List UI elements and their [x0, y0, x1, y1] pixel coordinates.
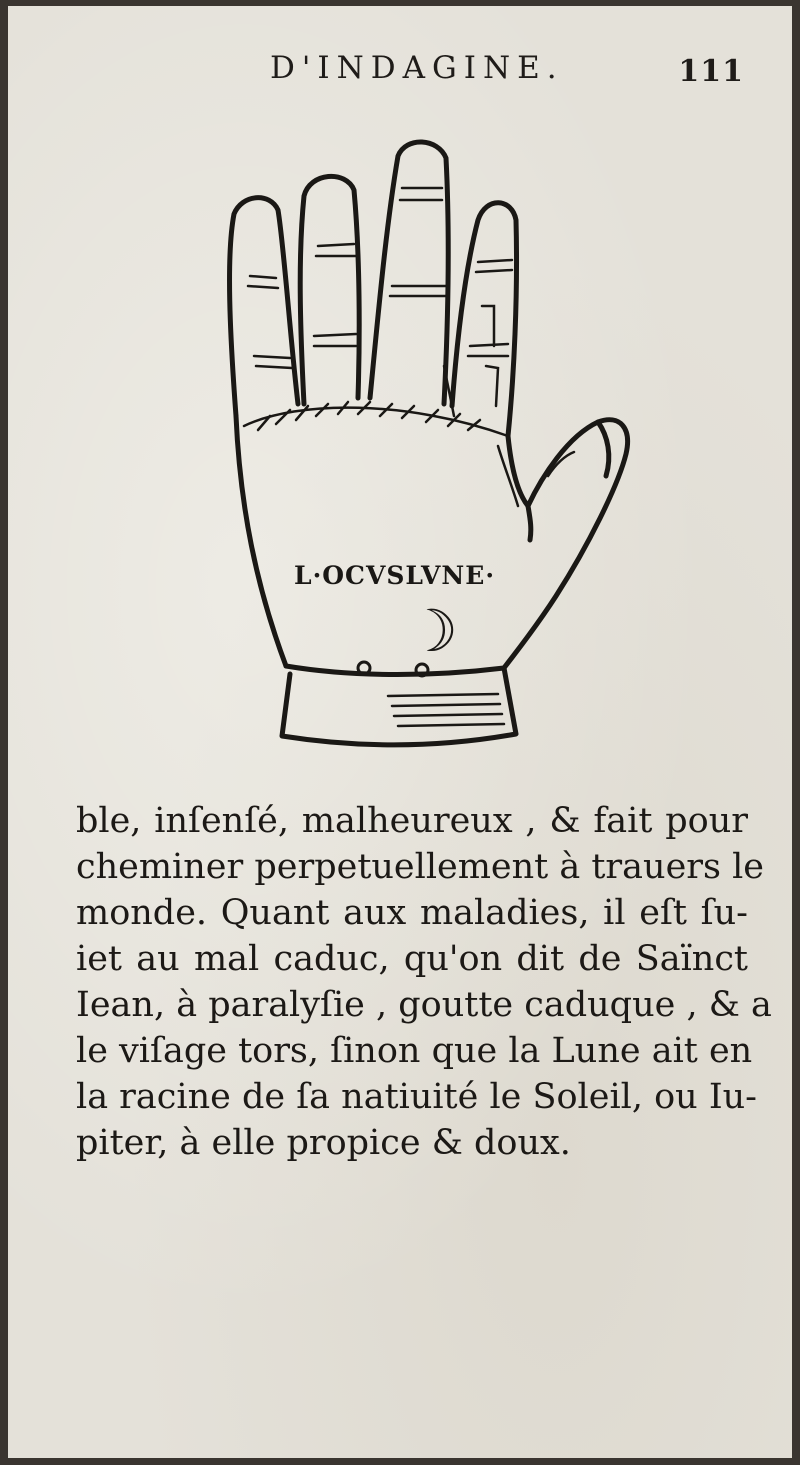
moon-symbol: ☽	[406, 597, 458, 665]
text-line: Iean, à paralyſie , goutte caduque , & a	[76, 985, 772, 1025]
body-text	[76, 798, 772, 1166]
text-line: ble, inſenſé, malheureux , & fait pour	[76, 801, 748, 841]
text-line: iet au mal caduc, qu'on dit de Saïnct	[76, 939, 748, 979]
text-line: monde. Quant aux maladies, il eſt ſu-	[76, 893, 748, 933]
text-line: piter, à elle propice & doux.	[76, 1123, 571, 1163]
text-line: le viſage tors, ſinon que la Lune ait en	[76, 1031, 753, 1071]
page-number: 111	[678, 54, 744, 89]
running-head: D'INDAGINE.	[270, 50, 564, 86]
palm-inscription: L·OCVSLVNE·	[294, 561, 496, 590]
palm-woodcut-illustration	[8, 6, 792, 766]
text-line: la racine de ſa natiuité le Soleil, ou Iu-	[76, 1077, 758, 1117]
text-line: cheminer perpetuellement à trauers le	[76, 847, 765, 887]
book-page	[8, 6, 792, 1458]
